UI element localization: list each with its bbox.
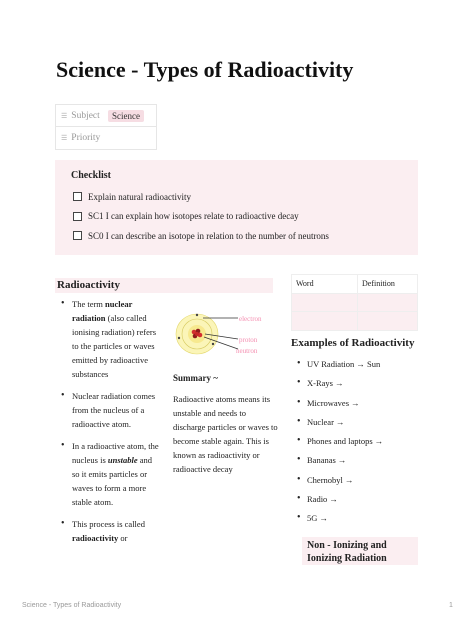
table-header-cell: Definition <box>358 275 418 294</box>
list-icon: ☰ <box>61 111 68 120</box>
checklist-item-label: Explain natural radioactivity <box>88 191 191 202</box>
list-item: • 5G → <box>297 511 383 530</box>
footer-title: Science - Types of Radioactivity <box>22 602 122 609</box>
property-priority[interactable] <box>56 127 156 149</box>
table-header-cell: Word <box>292 275 358 294</box>
checkbox[interactable] <box>73 231 82 240</box>
list-item: • Bananas → <box>297 453 383 472</box>
checklist-title: Checklist <box>71 170 111 181</box>
checklist-callout <box>55 160 418 255</box>
list-item: • In a radioactive atom, the nucleus is unstable and so it emits particles or waves to form a more stable atom. <box>61 439 161 509</box>
checklist-item[interactable] <box>71 187 402 207</box>
examples-list <box>297 357 383 531</box>
atom-diagram <box>175 312 275 357</box>
word-definition-table <box>291 274 418 331</box>
checklist-item-label: SC0 I can describe an isotope in relation to the number of neutrons <box>88 230 329 241</box>
page-number: 1 <box>449 602 453 609</box>
list-item: • X-Rays → <box>297 376 383 395</box>
checklist-item[interactable] <box>71 207 402 227</box>
table-row[interactable] <box>292 312 418 331</box>
list-item: • Chernobyl → <box>297 473 383 492</box>
properties-panel <box>55 104 157 150</box>
subject-tag[interactable]: Science <box>108 110 144 122</box>
neutron-label: neutron <box>236 347 258 355</box>
radioactivity-bullets <box>61 297 161 553</box>
table-header-row <box>292 275 418 294</box>
table-cell[interactable] <box>292 293 358 312</box>
checklist-item[interactable] <box>71 226 402 246</box>
table-cell[interactable] <box>358 312 418 331</box>
list-item: • Microwaves → <box>297 396 383 415</box>
list-item: • Radio → <box>297 492 383 511</box>
summary-text: Radioactive atoms means its unstable and needs to discharge particles or waves to become stable again. This is known as radioactivity or radioactive decay <box>173 394 278 474</box>
summary-title: Summary ~ <box>173 373 218 383</box>
ionizing-heading: Non - Ionizing and Ionizing Radiation <box>302 537 418 565</box>
electron-label: electron <box>239 315 262 323</box>
table-cell[interactable] <box>292 312 358 331</box>
list-item: • UV Radiation → Sun <box>297 357 383 376</box>
radioactivity-heading: Radioactivity <box>57 279 120 291</box>
list-item: • Phones and laptops → <box>297 434 383 453</box>
checkbox[interactable] <box>73 192 82 201</box>
page-title: Science - Types of Radioactivity <box>56 57 354 82</box>
list-item: • This process is called radioactivity or <box>61 517 161 545</box>
list-icon: ☰ <box>61 134 68 142</box>
proton-label: proton <box>239 336 258 344</box>
checklist-item-label: SC1 I can explain how isotopes relate to radioactive decay <box>88 211 299 222</box>
property-key: Priority <box>71 133 101 143</box>
property-key: Subject <box>71 110 100 121</box>
list-item: • Nuclear → <box>297 415 383 434</box>
table-row[interactable] <box>292 293 418 312</box>
property-subject[interactable] <box>56 105 156 127</box>
examples-heading: Examples of Radioactivity <box>291 337 415 349</box>
list-item: • Nuclear radiation comes from the nucleus of a radioactive atom. <box>61 389 161 431</box>
list-item: • The term nuclear radiation (also called ionising radiation) refers to the particles or waves emitted by radioactive substances <box>61 297 161 381</box>
table-cell[interactable] <box>358 293 418 312</box>
checkbox[interactable] <box>73 212 82 221</box>
